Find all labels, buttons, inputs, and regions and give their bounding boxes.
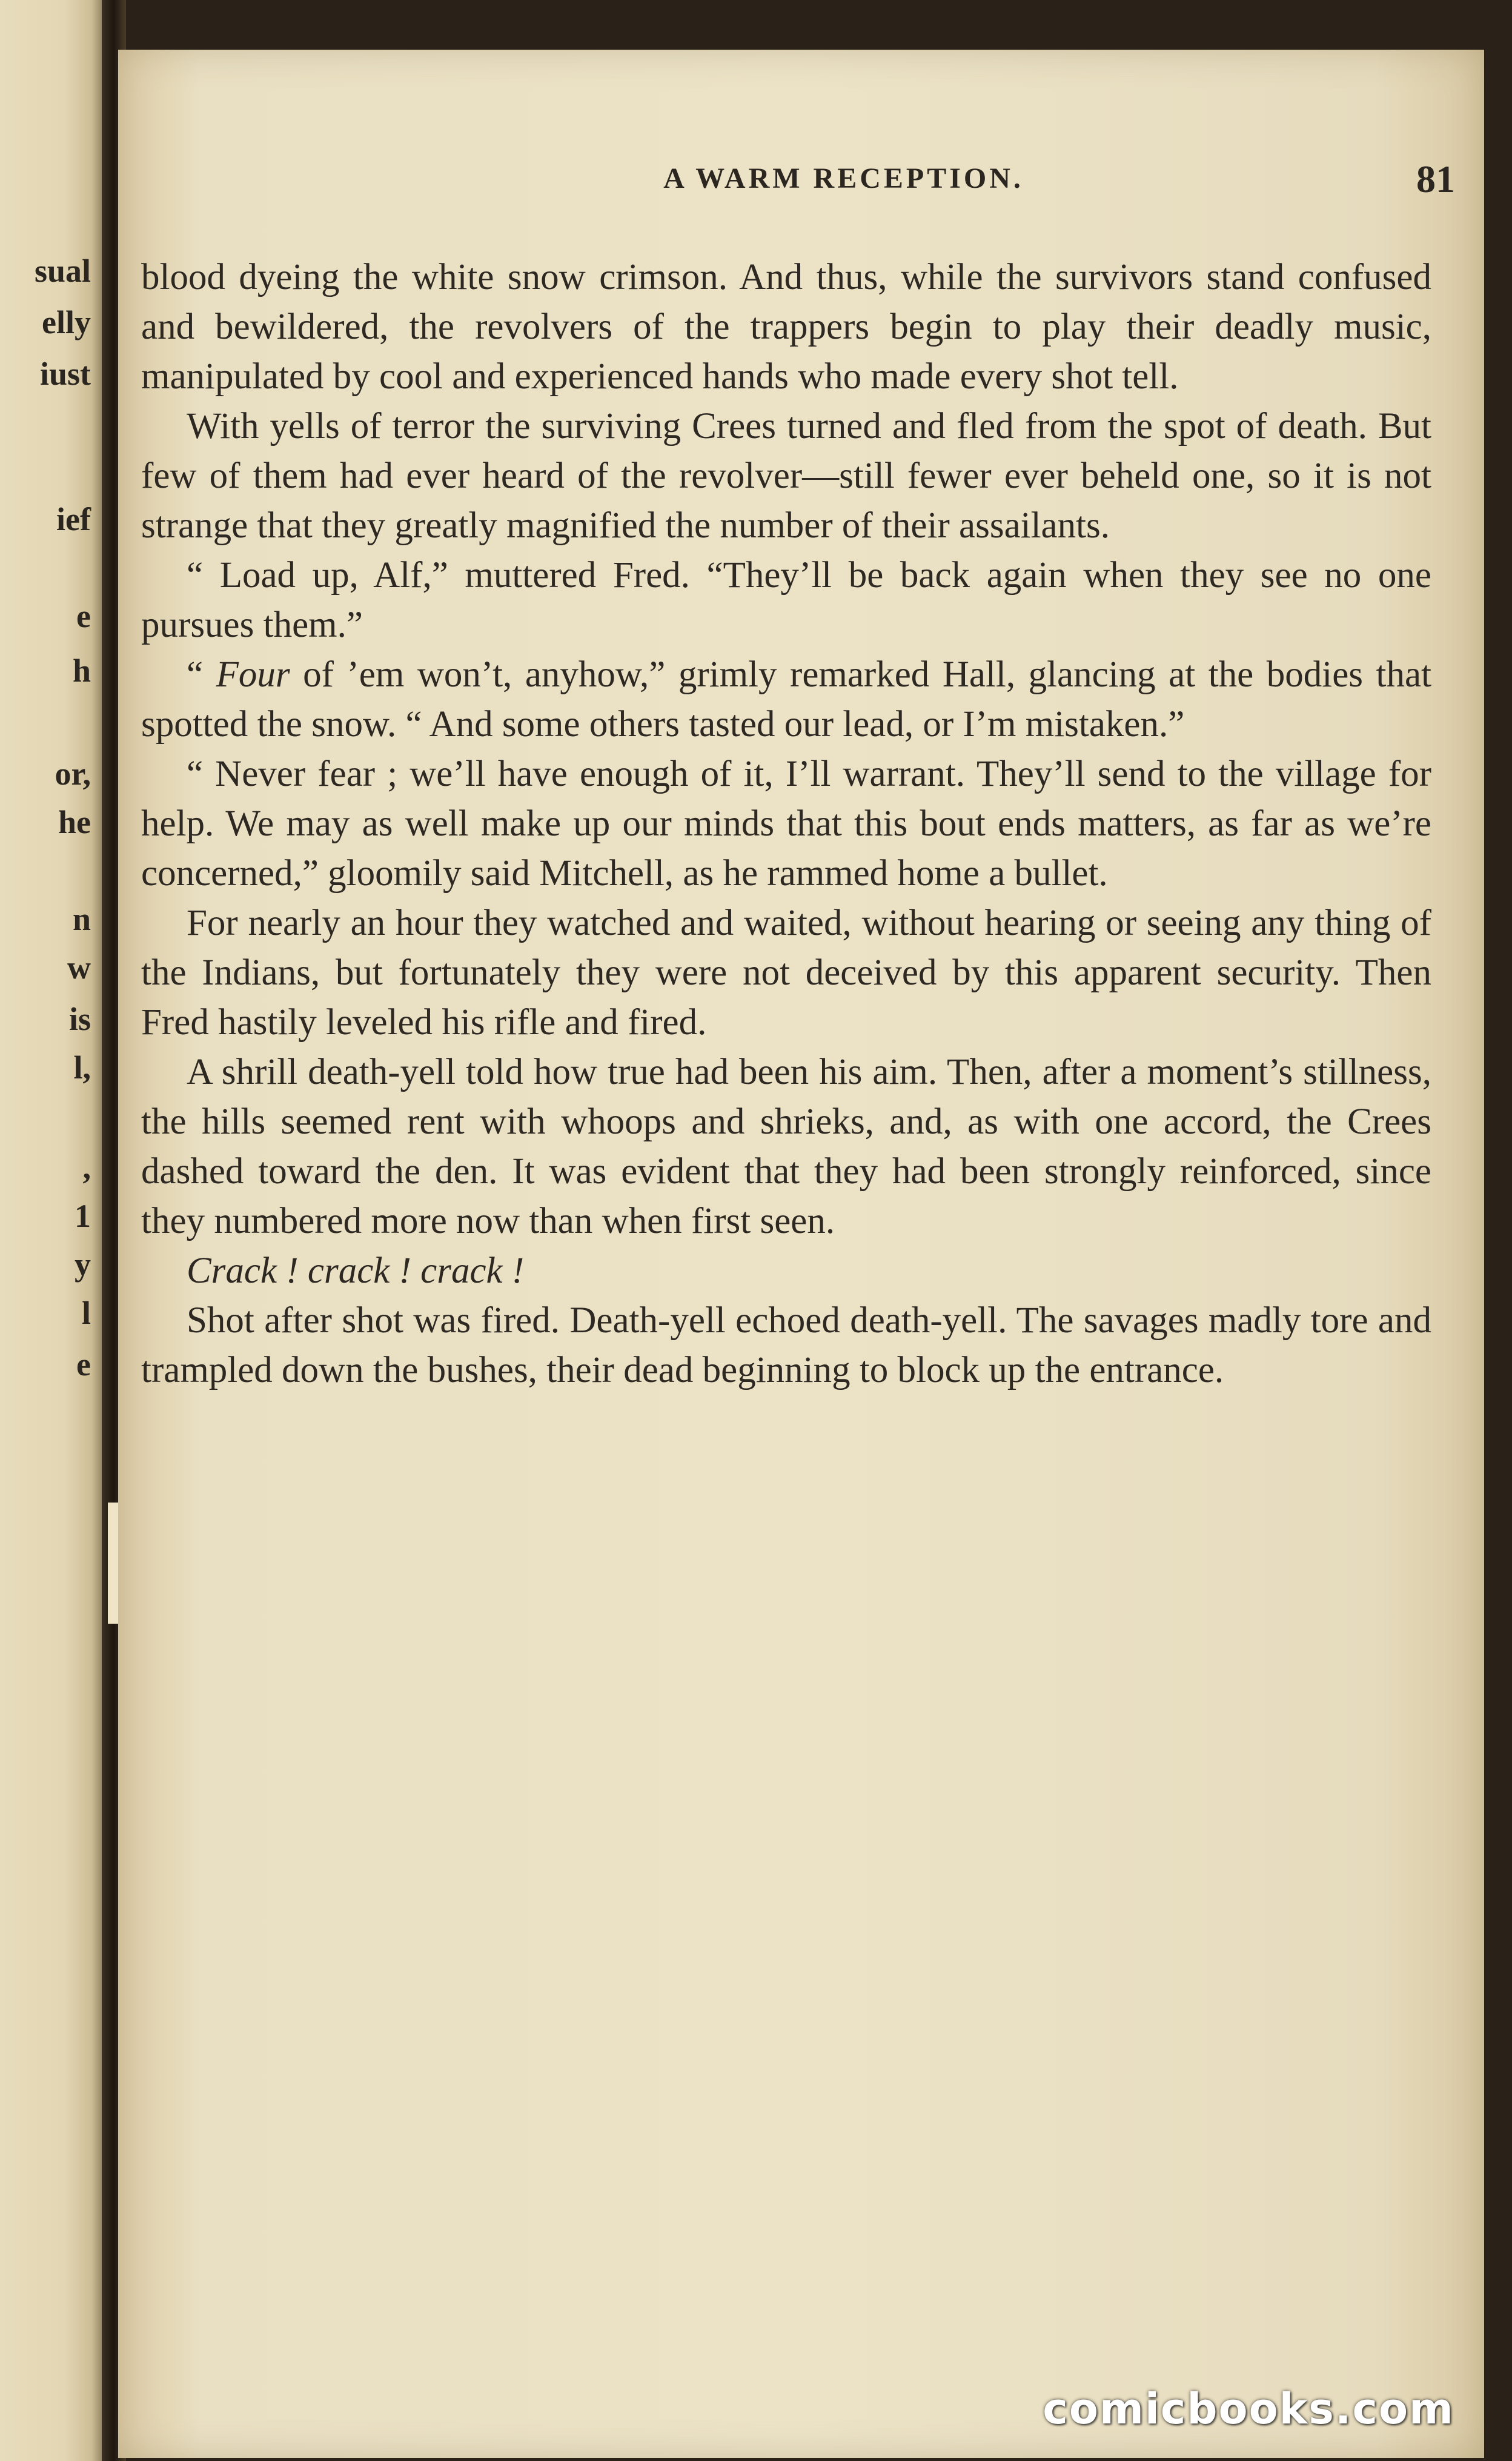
watermark: comicbooks.com <box>1043 2384 1454 2434</box>
left-page-fragment: e <box>76 598 91 634</box>
left-page-fragment: l <box>81 1295 91 1331</box>
left-page-fragment: h <box>72 653 91 689</box>
paragraph-italic: Crack ! crack ! crack ! <box>187 1250 525 1291</box>
paragraph: For nearly an hour they watched and waited, without hearing or seeing any thing of the Indians, but fortunately they were not deceived by this apparent security. Then Fred hastily leveled his rifle and fired. <box>141 903 1431 1043</box>
book-page <box>118 50 1484 2458</box>
paragraph-rest: of ’em won’t, anyhow,” grimly remarked Hall, glancing at the bodies that spotted the snow. “ And some others tasted our lead, or I’m mistaken.” <box>141 654 1432 745</box>
left-page-fragment: ief <box>56 501 91 537</box>
left-page-edge <box>0 0 108 2461</box>
italic-word: Four <box>216 654 290 695</box>
left-page-fragment: or, <box>55 756 91 792</box>
left-page-fragment: , <box>82 1149 91 1186</box>
left-page-fragment: iust <box>39 356 91 392</box>
left-page-fragment: w <box>67 949 91 986</box>
page-number: 81 <box>1416 158 1455 201</box>
running-head <box>118 158 1484 204</box>
left-page-fragment: l, <box>73 1049 91 1086</box>
left-page-fragment: e <box>76 1346 91 1383</box>
running-title: A WARM RECEPTION. <box>663 162 1024 194</box>
paragraph <box>141 650 1431 749</box>
left-page-fragment: he <box>58 804 91 840</box>
left-page-fragment: sual <box>34 253 91 289</box>
open-quote: “ <box>187 654 204 695</box>
left-page-fragment: is <box>68 1001 91 1037</box>
left-page-fragment: y <box>75 1246 91 1283</box>
body-text <box>141 253 1431 1395</box>
paragraph: blood dyeing the white snow crimson. And thus, while the survivors stand confused and bewildered, the revolvers of the trappers begin to play their deadly music, manipulated by cool and experienced hands who made every shot tell. <box>141 257 1431 397</box>
left-page-fragment: n <box>72 901 91 937</box>
paragraph: “ Load up, Alf,” muttered Fred. “They’ll be back again when they see no one pursues them.” <box>141 555 1431 645</box>
left-page-fragment: 1 <box>75 1198 91 1234</box>
paragraph: With yells of terror the surviving Crees turned and fled from the spot of death. But few of them had ever heard of the revolver—still fewer ever beheld one, so it is not strange that they greatly magnified the number of their assailants. <box>141 406 1431 546</box>
paragraph: Shot after shot was fired. Death-yell echoed death-yell. The savages madly tore and trampled down the bushes, their dead beginning to block up the entrance. <box>141 1300 1431 1390</box>
paragraph: A shrill death-yell told how true had been his aim. Then, after a moment’s stillness, the hills seemed rent with whoops and shrieks, and, as with one accord, the Crees dashed toward the den. It was evident that they had been strongly reinforced, since they numbered more now than when first seen. <box>141 1052 1431 1241</box>
paragraph: “ Never fear ; we’ll have enough of it, I’ll warrant. They’ll send to the village for help. We may as well make up our minds that this bout ends matters, as far as we’re concerned,” gloomily said Mitchell, as he rammed home a bullet. <box>141 754 1431 894</box>
left-page-fragment: elly <box>42 304 91 340</box>
